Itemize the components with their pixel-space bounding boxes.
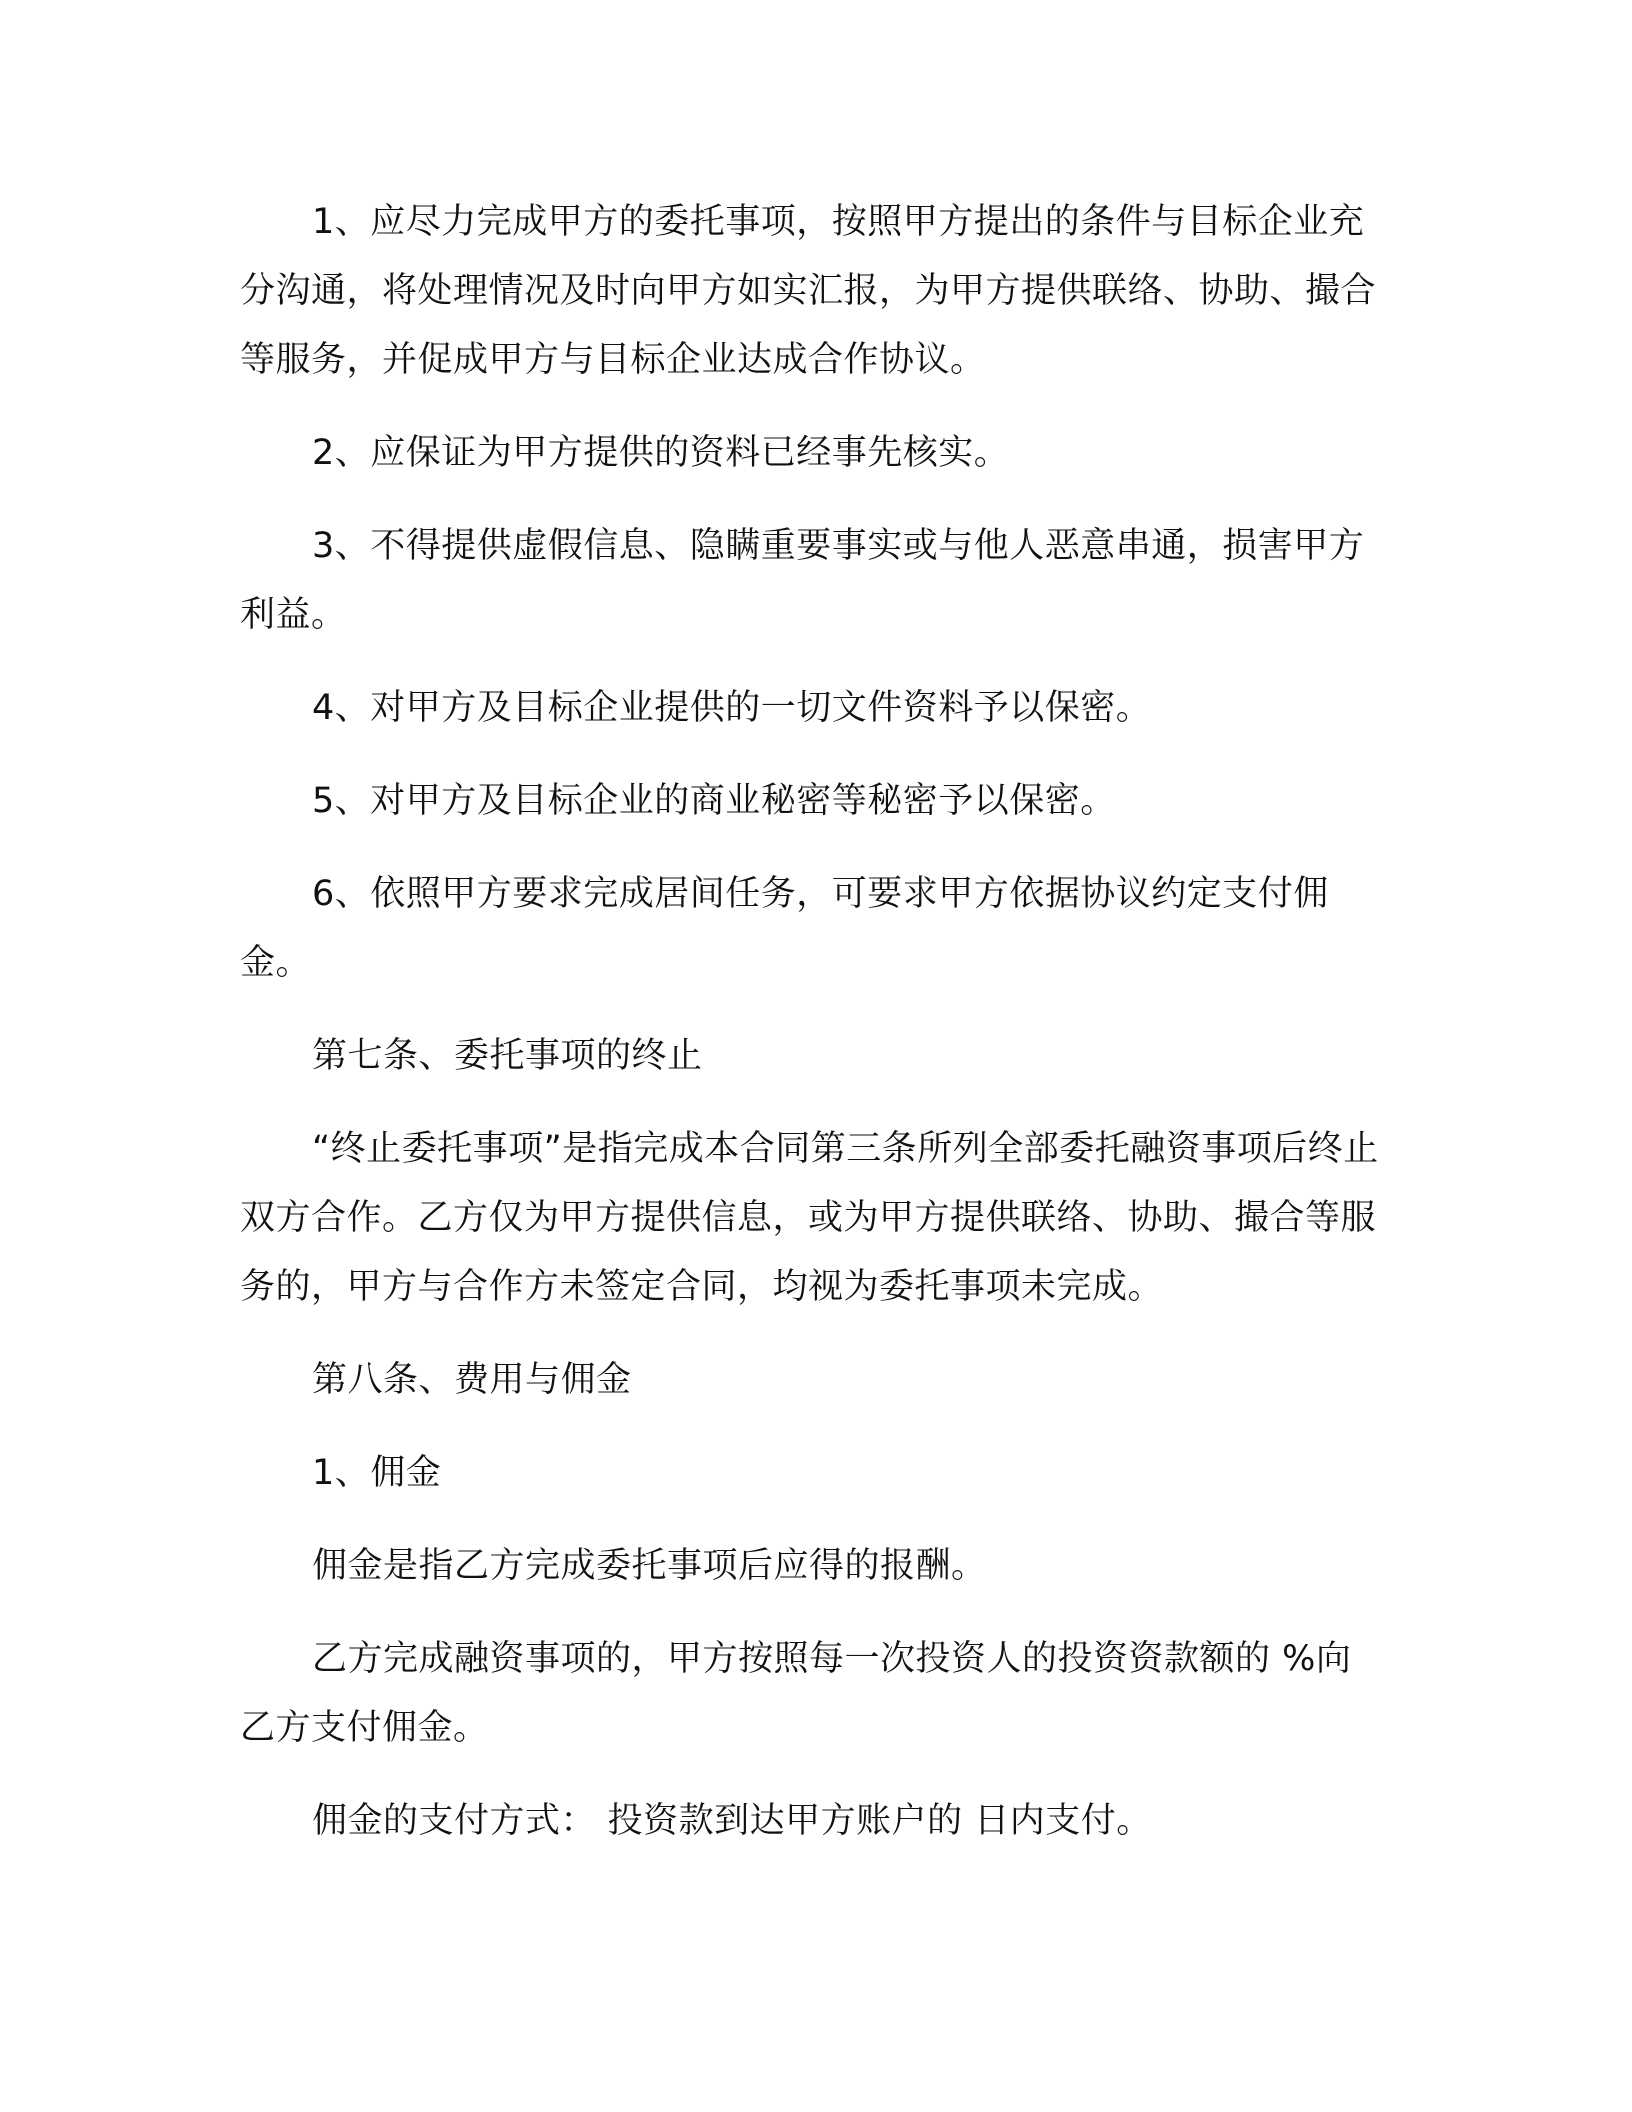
commission-payment-method: 佣金的支付方式： 投资款到达甲方账户的 日内支付。 <box>312 1801 1152 1841</box>
clause-item-5: 5、对甲方及目标企业的商业秘密等秘密予以保密。 <box>312 781 1116 821</box>
article-7-text: “终止委托事项”是指完成本合同第三条所列全部委托融资事项后终止双方合作。乙方仅为甲方提供信息，或为甲方提供联络、协助、撮合等服务的，甲方与合作方未签定合同，均视为委托事项未完成。 <box>240 1129 1379 1307</box>
article-7-heading: 第七条、委托事项的终止 <box>312 1036 703 1076</box>
clause-item-6: 6、依照甲方要求完成居间任务，可要求甲方依据协议约定支付佣金。 <box>240 874 1329 983</box>
commission-subheading: 1、佣金 <box>312 1453 442 1493</box>
document-body <box>240 188 1380 1880</box>
clause-item-2: 2、应保证为甲方提供的资料已经事先核实。 <box>312 433 1010 473</box>
commission-definition: 佣金是指乙方完成委托事项后应得的报酬。 <box>312 1546 987 1586</box>
article-8-heading: 第八条、费用与佣金 <box>312 1360 632 1400</box>
clause-item-4: 4、对甲方及目标企业提供的一切文件资料予以保密。 <box>312 688 1152 728</box>
clause-item-1: 1、应尽力完成甲方的委托事项，按照甲方提出的条件与目标企业充分沟通，将处理情况及时向甲方如实汇报，为甲方提供联络、协助、撮合等服务，并促成甲方与目标企业达成合作协议。 <box>240 202 1377 380</box>
commission-rate: 乙方完成融资事项的，甲方按照每一次投资人的投资资款额的 %向乙方支付佣金。 <box>240 1639 1352 1748</box>
clause-item-3: 3、不得提供虚假信息、隐瞒重要事实或与他人恶意串通，损害甲方利益。 <box>240 526 1365 635</box>
